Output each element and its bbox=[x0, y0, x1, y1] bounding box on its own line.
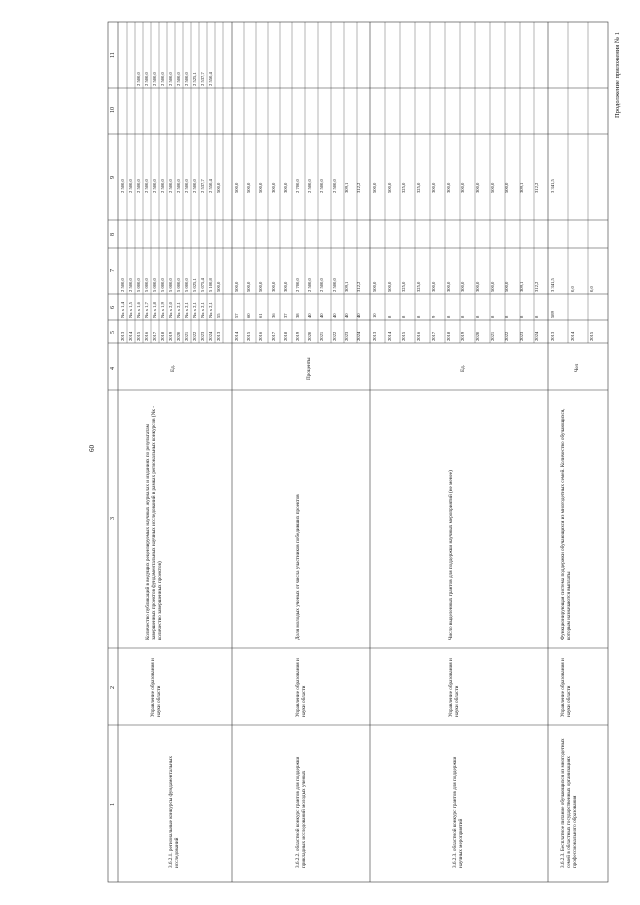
table-cell-c9: 2 500,0 bbox=[331, 179, 337, 193]
table-cell-years: 2017 bbox=[270, 331, 276, 341]
col-header-1: 1 bbox=[110, 803, 116, 806]
table-cell-c9: 2 500,0 bbox=[307, 179, 313, 193]
table-cell-c9: 500,0 bbox=[489, 182, 495, 193]
col-header-7: 7 bbox=[110, 269, 116, 272]
table-cell-c7: 312,2 bbox=[533, 281, 539, 292]
table-cell-c7: 312,2 bbox=[356, 281, 361, 292]
table-cell-c6: Nк х 1,9 bbox=[160, 302, 165, 318]
table-cell-c9: 500,0 bbox=[372, 182, 377, 193]
table-cell-c7: 5 000,0 bbox=[176, 278, 181, 292]
table-cell-c6: 8 bbox=[401, 315, 407, 318]
table-cell-c6: 8 bbox=[489, 315, 495, 318]
table-cell-c7: 5 000,0 bbox=[184, 278, 189, 292]
col-header-11: 11 bbox=[110, 52, 116, 58]
table-cell-years: 2023 bbox=[519, 331, 524, 341]
row-3-unit: Ед. bbox=[460, 364, 466, 372]
table-cell-years: 2014 bbox=[386, 331, 392, 341]
table-cell-c6: Nк х 1,6 bbox=[136, 302, 141, 318]
table-cell-c6: 10 bbox=[372, 313, 377, 318]
table-cell-c11: 2 537,7 bbox=[200, 72, 205, 86]
table-cell-c6: 40 bbox=[319, 313, 325, 318]
table-cell-c9: 300,0 bbox=[445, 182, 451, 193]
row-1-executor: Управление образования и науки области bbox=[150, 658, 162, 717]
table-cell-c9: 3 341,5 bbox=[550, 179, 555, 193]
table-cell-c7: 500,0 bbox=[386, 281, 392, 292]
table-cell-c9: 500,0 bbox=[246, 182, 252, 193]
table-cell-years: 2013 bbox=[372, 331, 377, 341]
table-cell-c6: 57 bbox=[234, 313, 239, 318]
table-cell-c7: 325,0 bbox=[416, 281, 422, 292]
table-cell-c6: 60 bbox=[246, 313, 252, 318]
table-cell-c6: 8 bbox=[519, 315, 524, 318]
table-cell-c9: 2 500,0 bbox=[120, 179, 125, 193]
table-cell-years: 2021 bbox=[319, 331, 325, 341]
row-4-unit: Чел bbox=[574, 363, 580, 372]
table-cell-c11: 2 550,4 bbox=[208, 72, 213, 86]
table-cell-years: 2015 bbox=[401, 331, 407, 341]
table-cell-c7: 500,0 bbox=[258, 281, 264, 292]
table-cell-c9: 300,0 bbox=[430, 182, 436, 193]
table-cell-c7: 5 000,0 bbox=[144, 278, 149, 292]
table-cell-years: 2018 bbox=[282, 331, 288, 341]
table-cell-c9: 500,0 bbox=[504, 182, 510, 193]
table-cell-c9: 2 500,0 bbox=[168, 179, 173, 193]
table-cell-c6: 40 bbox=[307, 313, 313, 318]
table-cell-years: 2019 bbox=[295, 331, 300, 341]
col-header-2: 2 bbox=[110, 686, 116, 689]
table-cell-c6: Nк х 1,5 bbox=[128, 302, 133, 318]
row-4-indicator: Функционирующая система поддержки обучающихся из многодетных семей. Количество обучающихся, которым назначаются выплаты bbox=[560, 408, 572, 640]
table-cell-c9: 2 500,0 bbox=[192, 179, 197, 193]
table-cell-c7: 2 500,0 bbox=[331, 278, 337, 292]
table-cell-c7: 3 341,5 bbox=[550, 278, 555, 292]
table-cell-c9: 2 550,4 bbox=[208, 179, 213, 193]
table-cell-c6: 40 bbox=[356, 313, 361, 318]
table-cell-c7: 500,0 bbox=[372, 281, 377, 292]
table-cell-c6: 61 bbox=[258, 313, 264, 318]
table-cell-c9: 312,2 bbox=[356, 182, 361, 193]
table-cell-years: 2015 bbox=[589, 331, 594, 341]
table-cell-c9: 325,0 bbox=[401, 182, 407, 193]
table-cell-years: 2017 bbox=[152, 331, 157, 341]
page-number: 60 bbox=[88, 445, 96, 452]
table-cell-c11: 2 500,0 bbox=[184, 72, 189, 86]
table-cell-c7: 5 000,0 bbox=[168, 278, 173, 292]
table-cell-c6: Nк х 2,1 bbox=[192, 302, 197, 318]
table-cell-c9: 2 500,0 bbox=[152, 179, 157, 193]
table-cell-c7: 5 000,0 bbox=[136, 278, 141, 292]
col-header-10: 10 bbox=[110, 107, 116, 113]
table-cell-c9: 300,0 bbox=[282, 182, 288, 193]
table-cell-c9: 300,0 bbox=[474, 182, 480, 193]
table-cell-c9: 2 500,0 bbox=[144, 179, 149, 193]
table-cell-c9: 2 500,0 bbox=[136, 179, 141, 193]
table-cell-c7: 2 700,0 bbox=[295, 278, 300, 292]
table-cell-c6: 55 bbox=[216, 313, 221, 318]
table-cell-years: 2018 bbox=[160, 331, 165, 341]
table-cell-years: 2024 bbox=[533, 331, 539, 341]
table-cell-c6: Nк х 2,1 bbox=[176, 302, 181, 318]
table-cell-years: 2021 bbox=[489, 331, 495, 341]
table-cell-c7: 2 500,0 bbox=[128, 278, 133, 292]
table-cell-c7: 2 500,0 bbox=[319, 278, 325, 292]
table-cell-c9: 309,1 bbox=[519, 182, 524, 193]
table-cell-years: 2024 bbox=[356, 331, 361, 341]
table-cell-c11: 2 500,0 bbox=[152, 72, 157, 86]
table-cell-c7: 5 025,1 bbox=[192, 278, 197, 292]
table-cell-c9: 2 500,0 bbox=[319, 179, 325, 193]
col-header-5: 5 bbox=[110, 331, 116, 334]
table-cell-c9: 2 500,0 bbox=[176, 179, 181, 193]
table-cell-c6: Nк х 2,0 bbox=[168, 302, 173, 318]
table-cell-c6: 8 bbox=[416, 315, 422, 318]
table-cell-years: 2016 bbox=[416, 331, 422, 341]
table-cell-c6: Nк х 2,1 bbox=[184, 302, 189, 318]
col-header-3: 3 bbox=[110, 517, 116, 520]
table-cell-years: 2022 bbox=[504, 331, 510, 341]
table-cell-years: 2013 bbox=[120, 331, 125, 341]
table-cell-years: 2022 bbox=[331, 331, 337, 341]
table-cell-years: 2015 bbox=[136, 331, 141, 341]
table-cell-c9: 500,0 bbox=[258, 182, 264, 193]
table-cell-c11: 2 525,1 bbox=[192, 72, 197, 86]
table-cell-c6: 40 bbox=[331, 313, 337, 318]
table-cell-c9: 2 537,7 bbox=[200, 179, 205, 193]
table-cell-c9: 300,0 bbox=[270, 182, 276, 193]
table-cell-c7: 5 075,4 bbox=[200, 278, 205, 292]
table-cell-c6: Nк х 1,4 bbox=[120, 302, 125, 318]
appendix-note: Продолжение приложения № 1 bbox=[614, 32, 621, 118]
table-cell-years: 2014 bbox=[234, 331, 239, 341]
table-cell-c6: 9 bbox=[430, 315, 436, 318]
table-cell-years: 2020 bbox=[176, 331, 181, 341]
table-cell-years: 2014 bbox=[569, 331, 575, 341]
table-cell-c11: 2 500,0 bbox=[160, 72, 165, 86]
table-cell-years: 2021 bbox=[184, 331, 189, 341]
col-header-9: 9 bbox=[110, 176, 116, 179]
table-cell-c7: 325,0 bbox=[401, 281, 407, 292]
table-cell-c6: Nк х 1,7 bbox=[144, 302, 149, 318]
row-1-indicator: Количество публикаций в ведущих рецензируемых научных журналах и изданиях по результатам завершенных проектов фундаментальных научных исследований в рамках региональных конкурсов (Nк - количество завершенных проектов) bbox=[145, 406, 163, 640]
table-cell-c9: 500,0 bbox=[234, 182, 239, 193]
table-cell-c9: 300,0 bbox=[460, 182, 466, 193]
table-cell-c6: 38 bbox=[295, 313, 300, 318]
row-2-unit: Проценты bbox=[306, 357, 312, 380]
table-cell-c6: 36 bbox=[270, 313, 276, 318]
table-cell-years: 2020 bbox=[474, 331, 480, 341]
row-3-indicator: Число выделенных грантов для поддержки научных мероприятий (не менее) bbox=[448, 470, 454, 640]
table-cell-c6: Nк х 2,1 bbox=[208, 302, 213, 318]
table-cell-c9: 500,0 bbox=[216, 182, 221, 193]
row-2-indicator: Доля молодых ученых от числа участников победивших проектов bbox=[295, 494, 301, 640]
table-cell-c7: 500,0 bbox=[234, 281, 239, 292]
table-cell-years: 2016 bbox=[258, 331, 264, 341]
table-cell-c9: 312,2 bbox=[533, 182, 539, 193]
table-cell-c6: Nк х 1,8 bbox=[152, 302, 157, 318]
table-cell-c6: 8 bbox=[460, 315, 466, 318]
row-4-name: 3.6.2.3. Бесплатное питание обучающихся из многодетных семей в областных государственных организациях профессионального образования bbox=[560, 738, 578, 868]
table-cell-c7: 309,1 bbox=[519, 281, 524, 292]
table-cell-c7: 300,0 bbox=[460, 281, 466, 292]
table-cell-c6: 37 bbox=[282, 313, 288, 318]
row-1-name: 3.6.2.1. региональные конкурсы фундаментальных исследований bbox=[168, 756, 180, 868]
table-cell-c9: 325,0 bbox=[416, 182, 422, 193]
col-header-8: 8 bbox=[110, 233, 116, 236]
table-cell-c6: 8 bbox=[533, 315, 539, 318]
table-cell-c9: 2 500,0 bbox=[184, 179, 189, 193]
table-cell-c7: 0,0 bbox=[589, 286, 594, 292]
table-cell-c6: 8 bbox=[386, 315, 392, 318]
table-cell-c7: 300,0 bbox=[430, 281, 436, 292]
table-cell-c7: 5 100,8 bbox=[208, 278, 213, 292]
row-2-executor: Управление образования и науки области bbox=[295, 658, 307, 717]
table-cell-c11: 2 500,0 bbox=[168, 72, 173, 86]
table-cell-years: 2019 bbox=[460, 331, 466, 341]
table-cell-years: 2019 bbox=[168, 331, 173, 341]
table-cell-c6: 589 bbox=[550, 311, 555, 318]
col-header-6: 6 bbox=[110, 306, 116, 309]
table-cell-c7: 5 000,0 bbox=[152, 278, 157, 292]
table-cell-c7: 500,0 bbox=[504, 281, 510, 292]
table-cell-years: 2023 bbox=[343, 331, 349, 341]
table-cell-c6: 8 bbox=[474, 315, 480, 318]
table-cell-c9: 2 700,0 bbox=[295, 179, 300, 193]
table-cell-c11: 2 500,0 bbox=[136, 72, 141, 86]
row-2-name: 3.6.2.2. областной конкурс грантов для поддержки прикладных исследований молодых ученых bbox=[295, 756, 307, 868]
table-cell-c7: 300,0 bbox=[474, 281, 480, 292]
table-cell-years: 2020 bbox=[307, 331, 313, 341]
row-1-unit: Ед. bbox=[170, 364, 176, 372]
table-cell-c7: 2 500,0 bbox=[120, 278, 125, 292]
table-cell-c6: Nк х 2,1 bbox=[200, 302, 205, 318]
table-cell-c7: 300,0 bbox=[282, 281, 288, 292]
col-header-4: 4 bbox=[110, 367, 116, 370]
table-cell-years: 2015 bbox=[246, 331, 252, 341]
table-cell-years: 2023 bbox=[200, 331, 205, 341]
table-cell-years: 2014 bbox=[128, 331, 133, 341]
table-cell-c7: 5 000,0 bbox=[160, 278, 165, 292]
table-cell-years: 2022 bbox=[192, 331, 197, 341]
table-cell-years: 2017 bbox=[430, 331, 436, 341]
table-cell-c7: 309,1 bbox=[343, 281, 349, 292]
table-cell-years: 2013 bbox=[550, 331, 555, 341]
table-cell-c6: 8 bbox=[504, 315, 510, 318]
table-cell-c7: 2 500,0 bbox=[307, 278, 313, 292]
table-cell-c9: 309,1 bbox=[343, 182, 349, 193]
table-cell-c7: 300,0 bbox=[445, 281, 451, 292]
table-cell-years: 2016 bbox=[144, 331, 149, 341]
table-cell-c6: 40 bbox=[343, 313, 349, 318]
table-cell-years: 2024 bbox=[208, 331, 213, 341]
row-4-executor: Управление образования и науки области bbox=[560, 658, 572, 717]
table-cell-c11: 2 500,0 bbox=[176, 72, 181, 86]
table-cell-c7: 300,0 bbox=[270, 281, 276, 292]
table-cell-c6: 8 bbox=[445, 315, 451, 318]
table-cell-c7: 500,0 bbox=[489, 281, 495, 292]
table-cell-c9: 2 500,0 bbox=[160, 179, 165, 193]
table-cell-c7: 500,0 bbox=[216, 281, 221, 292]
table-cell-c7: 500,0 bbox=[246, 281, 252, 292]
row-3-executor: Управление образования и науки области bbox=[448, 658, 460, 717]
table-cell-c9: 500,0 bbox=[386, 182, 392, 193]
table-cell-years: 2018 bbox=[445, 331, 451, 341]
table-cell-c11: 2 500,0 bbox=[144, 72, 149, 86]
table-cell-c9: 2 500,0 bbox=[128, 179, 133, 193]
row-3-name: 3.6.2.3. областной конкурс грантов для поддержки научных мероприятий bbox=[452, 756, 464, 868]
table-cell-c7: 0,0 bbox=[569, 286, 575, 292]
table-cell-years: 2013 bbox=[216, 331, 221, 341]
